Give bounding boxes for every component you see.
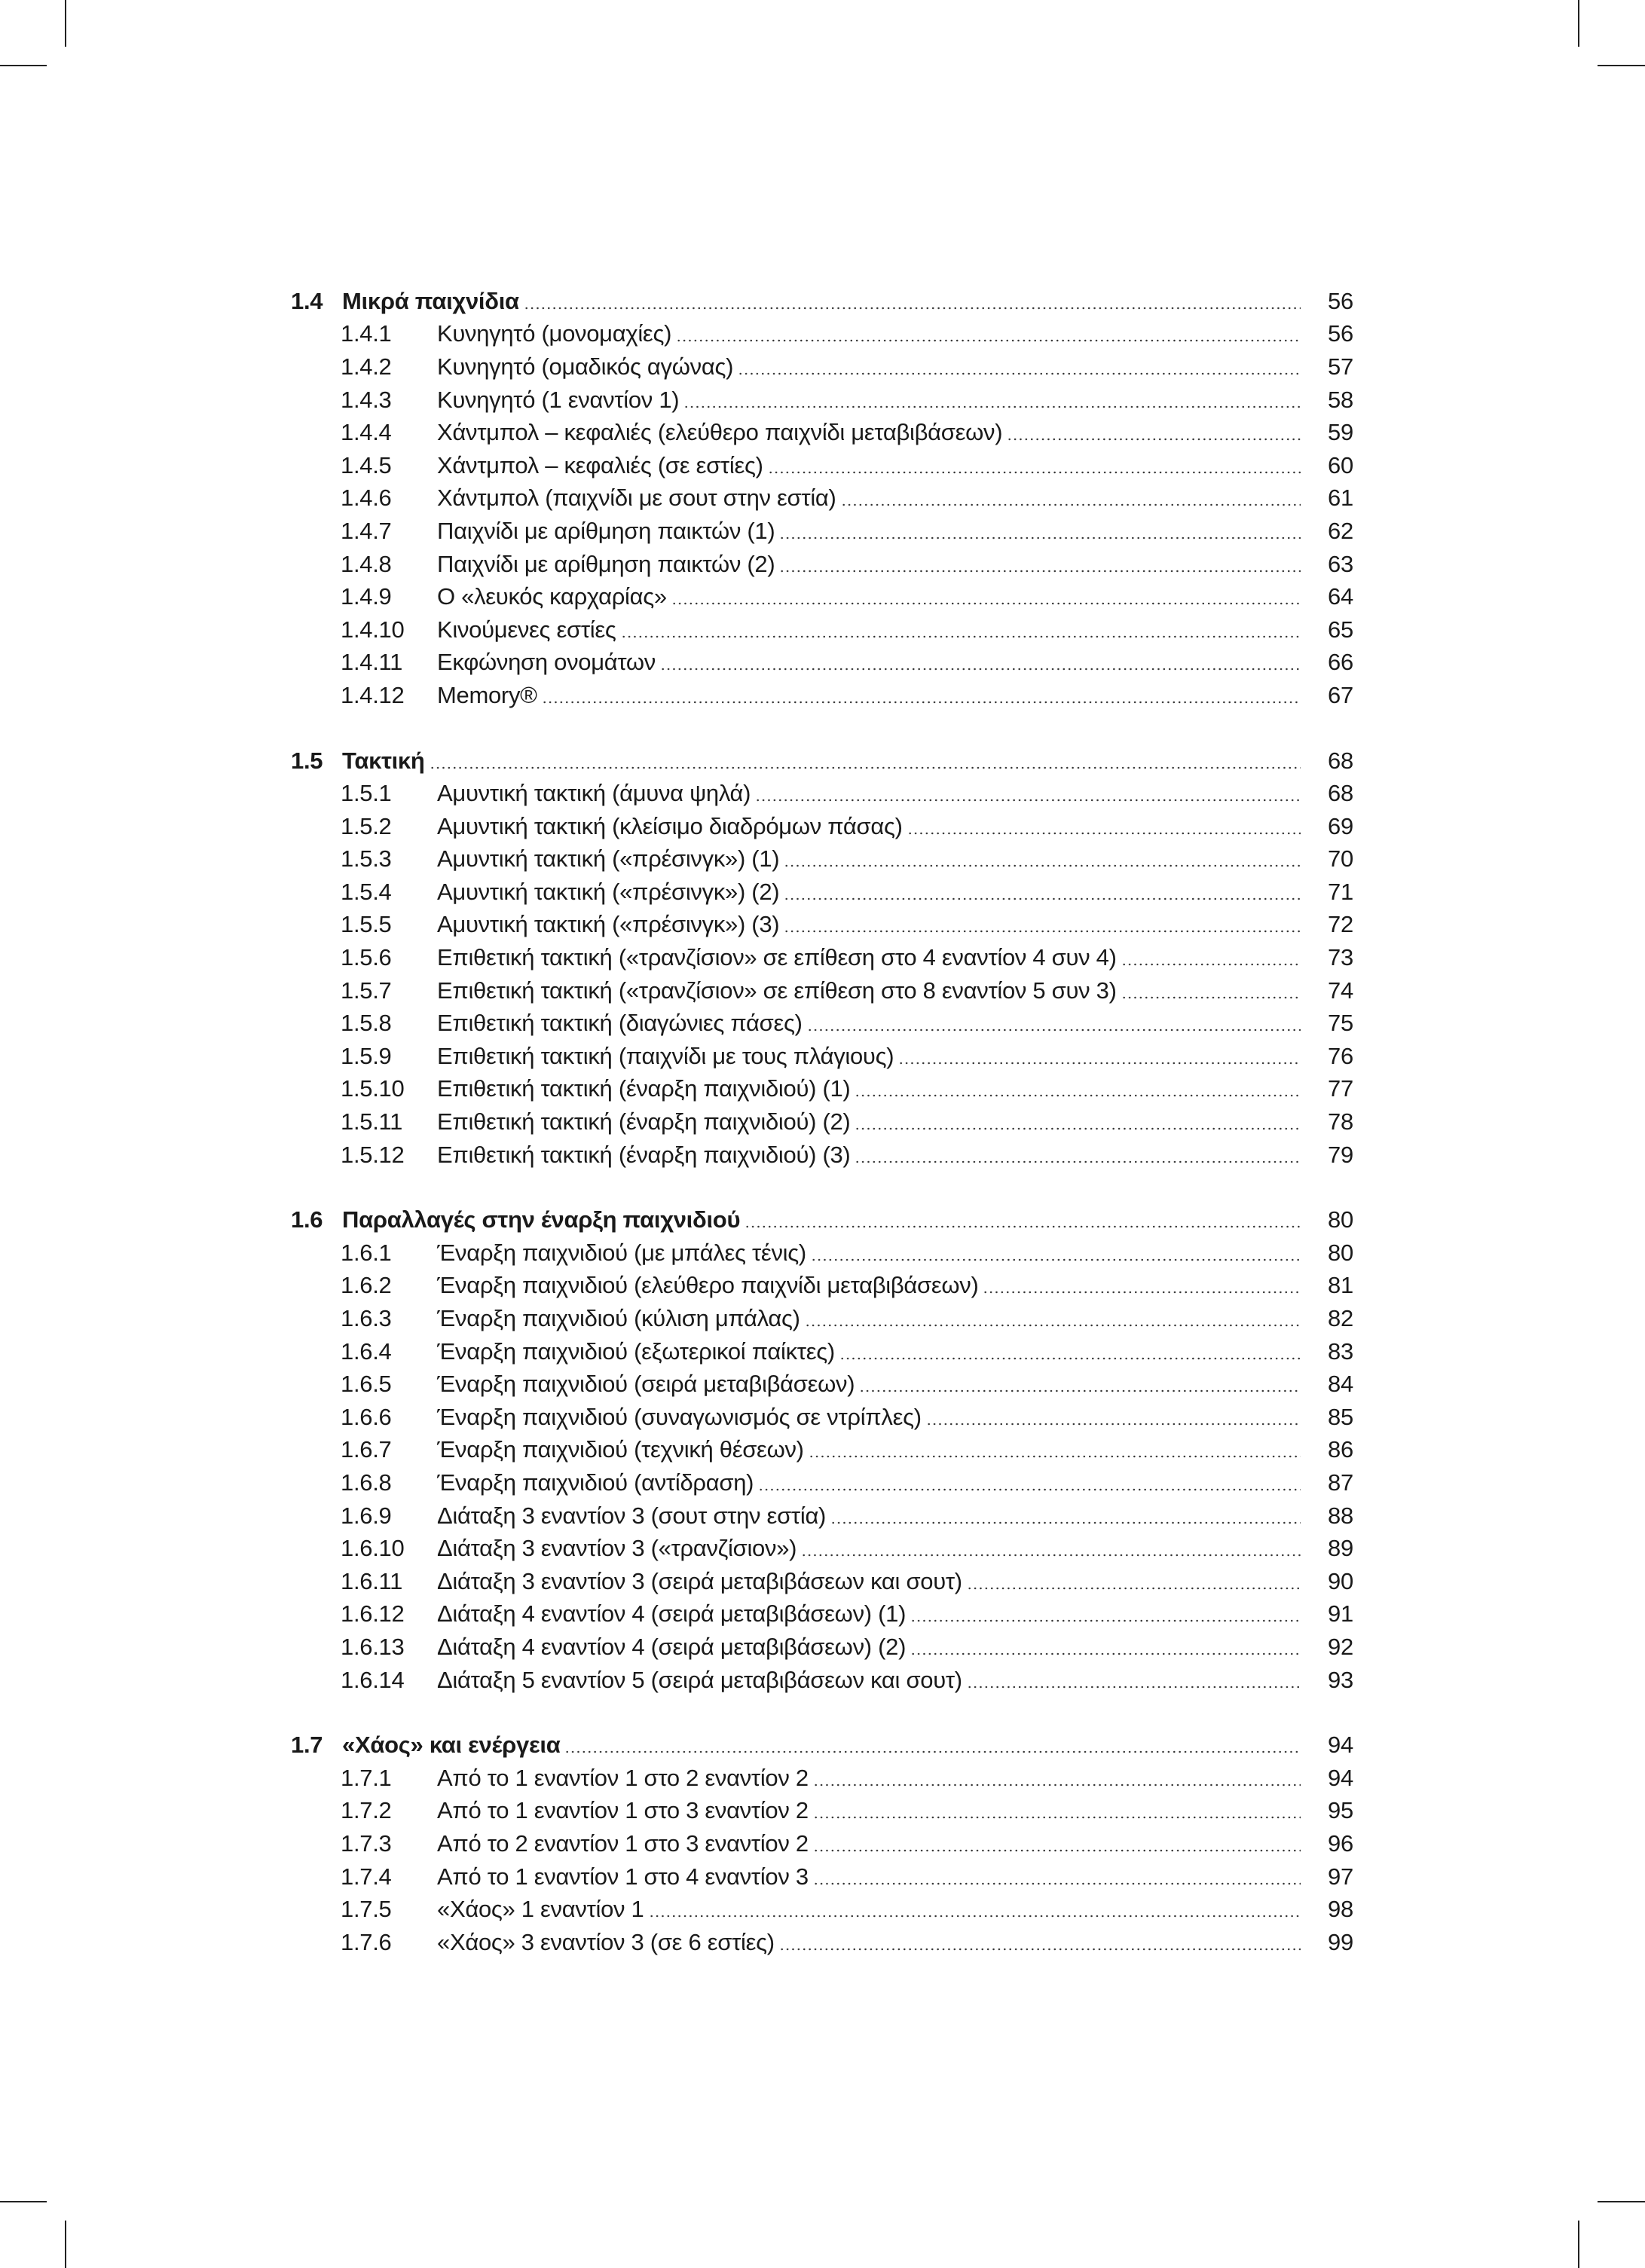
page-number: 66 bbox=[1328, 649, 1353, 676]
page-number: 76 bbox=[1328, 1042, 1353, 1069]
entry-title: Παιχνίδι με αρίθμηση παικτών (1) bbox=[437, 517, 775, 544]
entry-title: Επιθετική τακτική («τρανζίσιον» σε επίθεση στο 4 εναντίον 4 συν 4) bbox=[437, 944, 1117, 971]
dot-leader bbox=[676, 339, 1301, 342]
dot-leader bbox=[1121, 996, 1301, 999]
page-number: 84 bbox=[1328, 1371, 1353, 1398]
page-number: 87 bbox=[1328, 1469, 1353, 1496]
toc-entry[interactable] bbox=[291, 1105, 1361, 1139]
dot-leader bbox=[907, 832, 1301, 835]
entry-title: Διάταξη 4 εναντίον 4 (σειρά μεταβιβάσεων) (1) bbox=[437, 1600, 907, 1628]
dot-leader bbox=[779, 1948, 1301, 1951]
entry-title: Επιθετική τακτική (έναρξη παιχνιδιού) (1) bbox=[437, 1075, 851, 1102]
entry-number: 1.6.3 bbox=[341, 1305, 392, 1332]
entry-title: Αμυντική τακτική («πρέσινγκ») (2) bbox=[437, 878, 780, 905]
dot-leader bbox=[784, 930, 1301, 933]
toc-entry[interactable] bbox=[291, 1762, 1361, 1795]
entry-number: 1.4.9 bbox=[341, 583, 392, 610]
dot-leader bbox=[813, 1784, 1301, 1787]
entry-number: 1.4.10 bbox=[341, 616, 405, 643]
dot-leader bbox=[898, 1062, 1301, 1065]
toc-entry[interactable] bbox=[291, 1236, 1361, 1270]
toc-entry[interactable] bbox=[291, 974, 1361, 1007]
entry-number: 1.5.3 bbox=[341, 845, 392, 873]
page-number: 59 bbox=[1328, 419, 1353, 446]
page-number: 99 bbox=[1328, 1928, 1353, 1955]
toc-entry[interactable] bbox=[291, 1434, 1361, 1467]
entry-number: 1.6.13 bbox=[341, 1633, 405, 1660]
dot-leader bbox=[830, 1521, 1301, 1524]
dot-leader bbox=[967, 1587, 1301, 1590]
page-number: 64 bbox=[1328, 583, 1353, 610]
entry-number: 1.4.4 bbox=[341, 419, 392, 446]
dot-leader bbox=[839, 1357, 1301, 1360]
toc-entry[interactable] bbox=[291, 1827, 1361, 1860]
page-number: 85 bbox=[1328, 1403, 1353, 1430]
entry-number: 1.5.8 bbox=[341, 1010, 392, 1037]
toc-entry[interactable] bbox=[291, 1139, 1361, 1172]
toc-entry[interactable] bbox=[291, 1466, 1361, 1499]
dot-leader bbox=[910, 1619, 1301, 1622]
dot-leader bbox=[1007, 438, 1301, 441]
entry-number: 1.6.11 bbox=[341, 1567, 403, 1594]
toc-section-heading[interactable] bbox=[291, 1729, 1361, 1762]
dot-leader bbox=[784, 864, 1301, 867]
entry-title: Έναρξη παιχνιδιού (με μπάλες τένις) bbox=[437, 1239, 806, 1266]
page-number: 77 bbox=[1328, 1075, 1353, 1102]
page-number: 80 bbox=[1328, 1239, 1353, 1266]
entry-title: Χάντμπολ – κεφαλιές (ελεύθερο παιχνίδι μεταβιβάσεων) bbox=[437, 419, 1003, 446]
toc-entry[interactable] bbox=[291, 515, 1361, 548]
entry-title: Επιθετική τακτική (παιχνίδι με τους πλάγιους) bbox=[437, 1042, 894, 1069]
dot-leader bbox=[910, 1652, 1301, 1655]
entry-title: Κινούμενες εστίες bbox=[437, 616, 616, 643]
entry-title: Έναρξη παιχνιδιού (σειρά μεταβιβάσεων) bbox=[437, 1371, 855, 1398]
toc-section bbox=[291, 744, 1361, 1172]
toc-entry[interactable] bbox=[291, 350, 1361, 384]
entry-title: Από το 2 εναντίον 1 στο 3 εναντίον 2 bbox=[437, 1829, 809, 1857]
entry-title: Εκφώνηση ονομάτων bbox=[437, 649, 656, 676]
toc-section-heading[interactable] bbox=[291, 285, 1361, 318]
toc-entry[interactable] bbox=[291, 1335, 1361, 1368]
toc-entry[interactable] bbox=[291, 449, 1361, 482]
entry-number: 1.6.4 bbox=[341, 1337, 392, 1365]
entry-number: 1.7.6 bbox=[341, 1928, 392, 1955]
crop-mark-top-left-horizontal bbox=[0, 65, 47, 66]
toc-entry[interactable] bbox=[291, 843, 1361, 876]
toc-section bbox=[291, 1729, 1361, 1958]
entry-title: Διάταξη 3 εναντίον 3 (σουτ στην εστία) bbox=[437, 1502, 827, 1529]
dot-leader bbox=[1121, 963, 1301, 966]
toc-entry[interactable] bbox=[291, 384, 1361, 417]
entry-number: 1.5.12 bbox=[341, 1141, 405, 1168]
page-number: 67 bbox=[1328, 681, 1353, 708]
page-number: 74 bbox=[1328, 977, 1353, 1004]
entry-title: Κυνηγητό (ομαδικός αγώνας) bbox=[437, 353, 734, 380]
entry-number: 1.7.3 bbox=[341, 1829, 392, 1857]
toc-entry[interactable] bbox=[291, 1664, 1361, 1697]
page-number: 60 bbox=[1328, 451, 1353, 478]
entry-number: 1.5.9 bbox=[341, 1042, 392, 1069]
page-number: 81 bbox=[1328, 1272, 1353, 1299]
page-number: 69 bbox=[1328, 812, 1353, 839]
page-number: 83 bbox=[1328, 1337, 1353, 1365]
section-title: Παραλλαγές στην έναρξη παιχνιδιού bbox=[342, 1206, 741, 1233]
toc-entry[interactable] bbox=[291, 1270, 1361, 1303]
entry-number: 1.7.5 bbox=[341, 1896, 392, 1923]
toc-entry[interactable] bbox=[291, 1401, 1361, 1434]
dot-leader bbox=[805, 1324, 1301, 1327]
dot-leader bbox=[859, 1389, 1301, 1392]
entry-title: Κυνηγητό (μονομαχίες) bbox=[437, 320, 672, 347]
table-of-contents bbox=[291, 285, 1361, 1991]
dot-leader bbox=[738, 372, 1301, 375]
dot-leader bbox=[779, 536, 1301, 539]
toc-section-heading[interactable] bbox=[291, 744, 1361, 778]
entry-number: 1.6.2 bbox=[341, 1272, 392, 1299]
toc-entry[interactable] bbox=[291, 416, 1361, 449]
toc-entry[interactable] bbox=[291, 580, 1361, 613]
page-number: 95 bbox=[1328, 1797, 1353, 1824]
page-number: 62 bbox=[1328, 517, 1353, 544]
dot-leader bbox=[813, 1882, 1301, 1885]
toc-entry[interactable] bbox=[291, 909, 1361, 942]
dot-leader bbox=[564, 1750, 1301, 1753]
toc-entry[interactable] bbox=[291, 1073, 1361, 1106]
entry-number: 1.6.9 bbox=[341, 1502, 392, 1529]
section-number: 1.5 bbox=[291, 747, 323, 774]
toc-entry[interactable] bbox=[291, 1860, 1361, 1894]
page-number: 82 bbox=[1328, 1305, 1353, 1332]
toc-entry[interactable] bbox=[291, 1926, 1361, 1959]
entry-title: Χάντμπολ (παιχνίδι με σουτ στην εστία) bbox=[437, 484, 836, 512]
dot-leader bbox=[841, 503, 1301, 506]
dot-leader bbox=[524, 307, 1301, 310]
toc-entry[interactable] bbox=[291, 810, 1361, 843]
toc-entry[interactable] bbox=[291, 1893, 1361, 1926]
page-number: 92 bbox=[1328, 1633, 1353, 1660]
entry-number: 1.5.11 bbox=[341, 1108, 403, 1136]
toc-section bbox=[291, 1203, 1361, 1696]
entry-title: Από το 1 εναντίον 1 στο 4 εναντίον 3 bbox=[437, 1863, 809, 1890]
section-title: Μικρά παιχνίδια bbox=[342, 287, 519, 314]
entry-number: 1.6.5 bbox=[341, 1371, 392, 1398]
page-number: 61 bbox=[1328, 484, 1353, 512]
dot-leader bbox=[779, 570, 1301, 573]
toc-entry[interactable] bbox=[291, 1795, 1361, 1828]
toc-entry[interactable] bbox=[291, 548, 1361, 581]
dot-leader bbox=[811, 1258, 1301, 1261]
entry-title: Διάταξη 3 εναντίον 3 («τρανζίσιον») bbox=[437, 1535, 797, 1562]
toc-entry[interactable] bbox=[291, 1565, 1361, 1598]
dot-leader bbox=[755, 799, 1301, 802]
dot-leader bbox=[801, 1554, 1301, 1557]
crop-mark-top-left-vertical bbox=[65, 0, 66, 47]
entry-number: 1.4.3 bbox=[341, 386, 392, 413]
entry-title: Αμυντική τακτική (άμυνα ψηλά) bbox=[437, 780, 751, 807]
entry-title: Έναρξη παιχνιδιού (συναγωνισμός σε ντρίπλες) bbox=[437, 1403, 922, 1430]
page-number: 72 bbox=[1328, 911, 1353, 938]
entry-title: «Χάος» 3 εναντίον 3 (σε 6 εστίες) bbox=[437, 1928, 775, 1955]
entry-title: Επιθετική τακτική (έναρξη παιχνιδιού) (3) bbox=[437, 1141, 851, 1168]
entry-number: 1.5.10 bbox=[341, 1075, 405, 1102]
entry-title: Αμυντική τακτική («πρέσινγκ») (3) bbox=[437, 911, 780, 938]
entry-number: 1.6.7 bbox=[341, 1436, 392, 1463]
dot-leader bbox=[660, 668, 1301, 671]
dot-leader bbox=[671, 602, 1301, 605]
crop-mark-top-right-vertical bbox=[1578, 0, 1579, 47]
toc-section bbox=[291, 285, 1361, 712]
dot-leader bbox=[855, 1094, 1301, 1097]
entry-number: 1.4.1 bbox=[341, 320, 392, 347]
section-number: 1.6 bbox=[291, 1206, 323, 1233]
page-number: 94 bbox=[1328, 1732, 1353, 1759]
entry-number: 1.4.8 bbox=[341, 550, 392, 577]
page-number: 63 bbox=[1328, 550, 1353, 577]
dot-leader bbox=[813, 1816, 1301, 1819]
dot-leader bbox=[768, 471, 1301, 474]
dot-leader bbox=[855, 1160, 1301, 1163]
page-number: 68 bbox=[1328, 747, 1353, 774]
entry-number: 1.5.5 bbox=[341, 911, 392, 938]
entry-number: 1.4.6 bbox=[341, 484, 392, 512]
entry-title: Έναρξη παιχνιδιού (τεχνική θέσεων) bbox=[437, 1436, 804, 1463]
entry-title: Memory® bbox=[437, 681, 537, 708]
entry-number: 1.4.12 bbox=[341, 681, 405, 708]
entry-title: Επιθετική τακτική («τρανζίσιον» σε επίθεση στο 8 εναντίον 5 συν 3) bbox=[437, 977, 1117, 1004]
crop-mark-bottom-right-vertical bbox=[1578, 2221, 1579, 2268]
page-number: 79 bbox=[1328, 1141, 1353, 1168]
page-number: 93 bbox=[1328, 1666, 1353, 1693]
page-number: 78 bbox=[1328, 1108, 1353, 1136]
entry-title: Αμυντική τακτική («πρέσινγκ») (1) bbox=[437, 845, 780, 873]
entry-title: «Χάος» 1 εναντίον 1 bbox=[437, 1896, 644, 1923]
toc-entry[interactable] bbox=[291, 1499, 1361, 1533]
dot-leader bbox=[983, 1291, 1301, 1294]
crop-mark-top-right-horizontal bbox=[1598, 65, 1645, 66]
entry-number: 1.5.1 bbox=[341, 780, 392, 807]
dot-leader bbox=[542, 701, 1301, 704]
toc-entry[interactable] bbox=[291, 482, 1361, 515]
crop-mark-bottom-left-vertical bbox=[65, 2221, 66, 2268]
page-number: 86 bbox=[1328, 1436, 1353, 1463]
entry-number: 1.4.2 bbox=[341, 353, 392, 380]
page-number: 91 bbox=[1328, 1600, 1353, 1628]
page-number: 71 bbox=[1328, 878, 1353, 905]
dot-leader bbox=[758, 1488, 1301, 1491]
entry-number: 1.7.4 bbox=[341, 1863, 392, 1890]
page-number: 97 bbox=[1328, 1863, 1353, 1890]
entry-title: Επιθετική τακτική (έναρξη παιχνιδιού) (2) bbox=[437, 1108, 851, 1136]
entry-number: 1.6.12 bbox=[341, 1600, 405, 1628]
page-number: 88 bbox=[1328, 1502, 1353, 1529]
page-number: 94 bbox=[1328, 1764, 1353, 1791]
page-number: 98 bbox=[1328, 1896, 1353, 1923]
toc-entry[interactable] bbox=[291, 679, 1361, 712]
entry-number: 1.5.4 bbox=[341, 878, 392, 905]
entry-title: Κυνηγητό (1 εναντίον 1) bbox=[437, 386, 680, 413]
toc-entry[interactable] bbox=[291, 1368, 1361, 1401]
entry-title: Αμυντική τακτική (κλείσιμο διαδρόμων πάσας) bbox=[437, 812, 903, 839]
toc-entry[interactable] bbox=[291, 613, 1361, 646]
entry-title: Έναρξη παιχνιδιού (εξωτερικοί παίκτες) bbox=[437, 1337, 835, 1365]
dot-leader bbox=[784, 897, 1301, 900]
page-number: 75 bbox=[1328, 1010, 1353, 1037]
toc-entry[interactable] bbox=[291, 1040, 1361, 1073]
entry-number: 1.5.2 bbox=[341, 812, 392, 839]
page-number: 57 bbox=[1328, 353, 1353, 380]
page-number: 58 bbox=[1328, 386, 1353, 413]
dot-leader bbox=[967, 1686, 1301, 1689]
entry-title: Διάταξη 5 εναντίον 5 (σειρά μεταβιβάσεων και σουτ) bbox=[437, 1666, 962, 1693]
page-number: 90 bbox=[1328, 1567, 1353, 1594]
entry-number: 1.6.10 bbox=[341, 1535, 405, 1562]
dot-leader bbox=[649, 1915, 1301, 1918]
toc-entry[interactable] bbox=[291, 646, 1361, 680]
page-number: 65 bbox=[1328, 616, 1353, 643]
page-number: 73 bbox=[1328, 944, 1353, 971]
page-number: 80 bbox=[1328, 1206, 1353, 1233]
toc-section-heading[interactable] bbox=[291, 1203, 1361, 1236]
page-number: 68 bbox=[1328, 780, 1353, 807]
dot-leader bbox=[430, 766, 1301, 769]
dot-leader bbox=[621, 635, 1301, 638]
toc-entry[interactable] bbox=[291, 777, 1361, 810]
entry-title: Διάταξη 3 εναντίον 3 (σειρά μεταβιβάσεων και σουτ) bbox=[437, 1567, 962, 1594]
entry-number: 1.6.6 bbox=[341, 1403, 392, 1430]
entry-title: Από το 1 εναντίον 1 στο 2 εναντίον 2 bbox=[437, 1764, 809, 1791]
dot-leader bbox=[809, 1455, 1301, 1458]
entry-number: 1.4.7 bbox=[341, 517, 392, 544]
entry-number: 1.4.11 bbox=[341, 649, 403, 676]
dot-leader bbox=[683, 405, 1301, 408]
dot-leader bbox=[926, 1423, 1301, 1426]
entry-number: 1.5.7 bbox=[341, 977, 392, 1004]
toc-entry[interactable] bbox=[291, 318, 1361, 351]
entry-title: Χάντμπολ – κεφαλιές (σε εστίες) bbox=[437, 451, 763, 478]
entry-number: 1.4.5 bbox=[341, 451, 392, 478]
page-number: 56 bbox=[1328, 287, 1353, 314]
entry-title: Ο «λευκός καρχαρίας» bbox=[437, 583, 667, 610]
dot-leader bbox=[745, 1225, 1301, 1228]
entry-number: 1.5.6 bbox=[341, 944, 392, 971]
entry-title: Από το 1 εναντίον 1 στο 3 εναντίον 2 bbox=[437, 1797, 809, 1824]
toc-entry[interactable] bbox=[291, 1532, 1361, 1565]
dot-leader bbox=[807, 1029, 1301, 1032]
toc-entry[interactable] bbox=[291, 876, 1361, 909]
entry-title: Παιχνίδι με αρίθμηση παικτών (2) bbox=[437, 550, 775, 577]
section-number: 1.4 bbox=[291, 287, 323, 314]
section-title: «Χάος» και ενέργεια bbox=[342, 1732, 561, 1759]
page-number: 70 bbox=[1328, 845, 1353, 873]
toc-entry[interactable] bbox=[291, 1598, 1361, 1631]
entry-title: Έναρξη παιχνιδιού (αντίδραση) bbox=[437, 1469, 754, 1496]
entry-title: Διάταξη 4 εναντίον 4 (σειρά μεταβιβάσεων) (2) bbox=[437, 1633, 907, 1660]
crop-mark-bottom-right-horizontal bbox=[1598, 2201, 1645, 2202]
entry-title: Έναρξη παιχνιδιού (ελεύθερο παιχνίδι μεταβιβάσεων) bbox=[437, 1272, 979, 1299]
entry-title: Έναρξη παιχνιδιού (κύλιση μπάλας) bbox=[437, 1305, 800, 1332]
toc-entry[interactable] bbox=[291, 1631, 1361, 1664]
entry-number: 1.7.2 bbox=[341, 1797, 392, 1824]
crop-mark-bottom-left-horizontal bbox=[0, 2201, 47, 2202]
page-number: 89 bbox=[1328, 1535, 1353, 1562]
entry-number: 1.6.1 bbox=[341, 1239, 392, 1266]
entry-number: 1.6.8 bbox=[341, 1469, 392, 1496]
section-number: 1.7 bbox=[291, 1732, 323, 1759]
toc-entry[interactable] bbox=[291, 1007, 1361, 1040]
dot-leader bbox=[813, 1849, 1301, 1852]
page-number: 56 bbox=[1328, 320, 1353, 347]
entry-number: 1.6.14 bbox=[341, 1666, 405, 1693]
section-title: Τακτική bbox=[342, 747, 425, 774]
toc-entry[interactable] bbox=[291, 941, 1361, 974]
page-number: 96 bbox=[1328, 1829, 1353, 1857]
dot-leader bbox=[855, 1127, 1301, 1130]
entry-title: Επιθετική τακτική (διαγώνιες πάσες) bbox=[437, 1010, 803, 1037]
toc-entry[interactable] bbox=[291, 1302, 1361, 1335]
entry-number: 1.7.1 bbox=[341, 1764, 392, 1791]
